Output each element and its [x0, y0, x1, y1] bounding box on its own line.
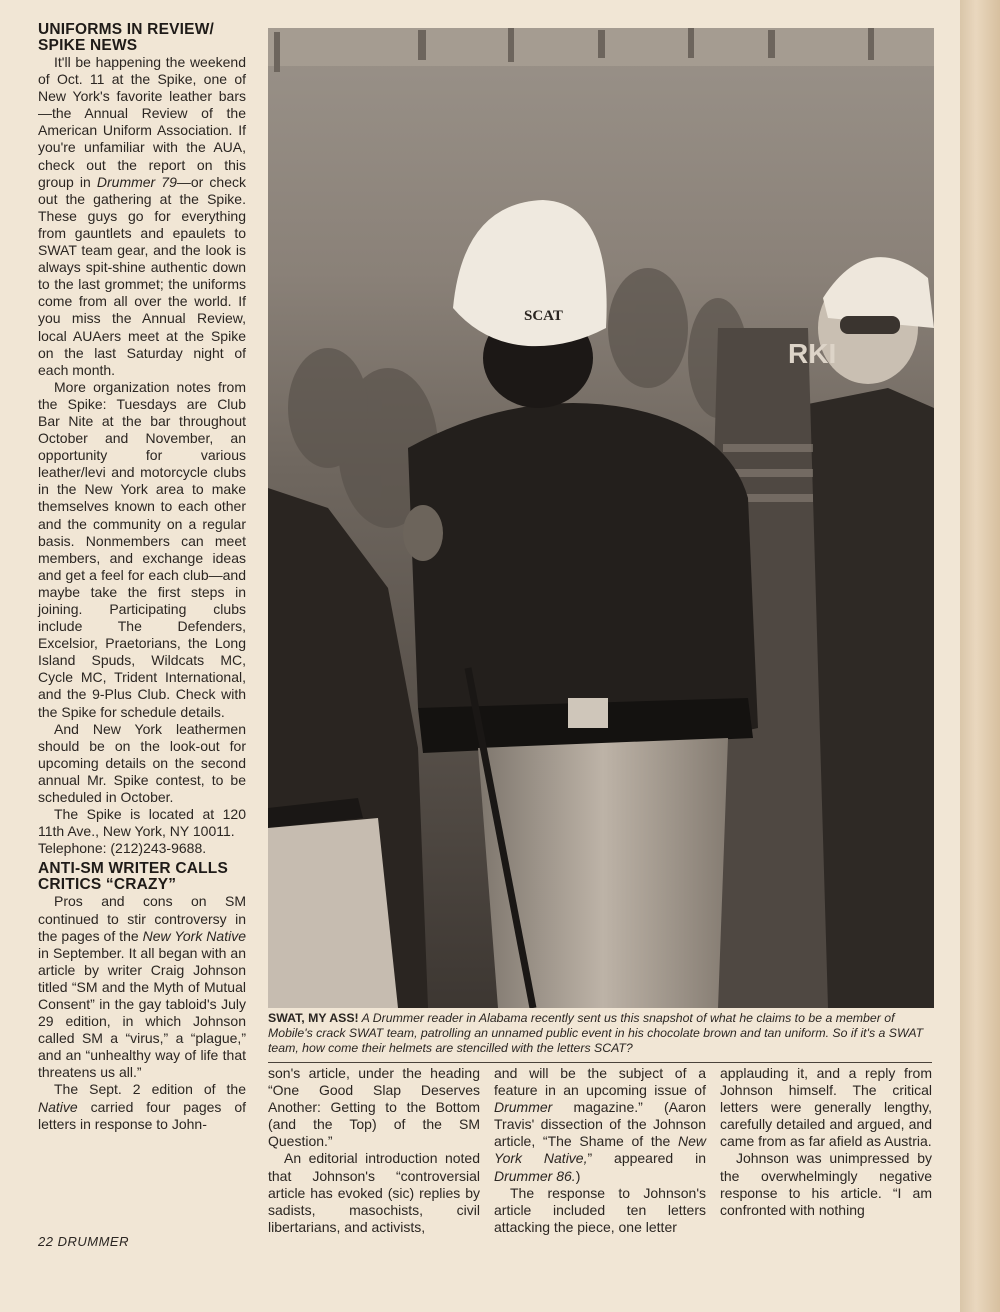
col2-paragraph-1: son's article, under the heading “One Good Slap Deserves Another: Getting to the Bottom (and the Top) of the SM Question.”: [268, 1065, 480, 1150]
article1-heading-line2: SPIKE NEWS: [38, 37, 138, 54]
col4-paragraph-1: applauding it, and a reply from Johnson himself. The critical letters were generally lengthy, carefully detailed and argued, and came from as far afield as Austria.: [720, 1065, 932, 1150]
article1-heading-line1: UNIFORMS IN REVIEW/: [38, 21, 215, 38]
left-officer-pants: [268, 818, 398, 1008]
article2-heading: [38, 861, 246, 893]
belt-buckle: [568, 698, 608, 728]
page-footer: 22 DRUMMER: [38, 1234, 129, 1249]
col3-p1b: magazine.” (Aaron Travis' dissection of the Johnson article, “The Shame of the: [494, 1099, 706, 1150]
col3-p1-emphasis: Drummer: [494, 1099, 553, 1116]
right-man-glasses: [840, 316, 900, 334]
article2-p1-emphasis: New York Native: [142, 927, 246, 944]
article2-p2-emphasis: Native: [38, 1098, 78, 1115]
caption-rule: [268, 1062, 932, 1063]
article1-heading: [38, 22, 246, 54]
caption-text: A Drummer reader in Alabama recently sent us this snapshot of what he claims to be a member of Mobile's crack SWAT team, patrolling an unnamed public event in his chocolate brown and tan uniform. So if it's a SWAT team, how come their helmets are stencilled with the letters SCAT?: [268, 1011, 924, 1055]
photo-illustration: [268, 28, 934, 1008]
col4-paragraph-2: Johnson was unimpressed by the overwhelmingly negative response to his article. “I am confronted with nothing: [720, 1150, 932, 1218]
col3-p1-emphasis-3: Drummer 86.: [494, 1167, 576, 1184]
helmet-stencil-text: SCAT: [524, 308, 563, 324]
bottom-column-3: [494, 1065, 706, 1236]
page-edge: [960, 0, 1000, 1312]
article2-p1b: in September. It all began with an article by writer Craig Johnson titled “SM and the Myth of Mutual Consent” in the gay tabloid's July 29 edition, in which Johnson called SM a “virus,” a “plague,” and an “unhealthy way of life that threatens us all.”: [38, 944, 246, 1081]
col3-paragraph-1: [494, 1065, 706, 1185]
photo-caption: [268, 1011, 932, 1056]
article1-paragraph-1: [38, 54, 246, 379]
col3-p1c: ” appeared in: [587, 1150, 706, 1167]
article1-p1-emphasis: Drummer 79: [96, 173, 177, 190]
article2-p2b: carried four pages of letters in response to John-: [38, 1098, 246, 1132]
shoulder-patch: [403, 505, 443, 561]
article1-p1-text: It'll be happening the weekend of Oct. 11 at the Spike, one of New York's favorite leather bars—the Annual Review of the American Uniform Association. If you're unfamiliar with the AUA, check out the report on this group in: [38, 54, 246, 190]
article2-paragraph-1: [38, 893, 246, 1081]
article2-p2a: The Sept. 2 edition of the: [54, 1081, 246, 1098]
bottom-column-2: [268, 1065, 480, 1236]
spike-address: The Spike is located at 120 11th Ave., New York, NY 10011.: [38, 806, 246, 840]
col2-paragraph-2: An editorial introduction noted that Johnson's “controversial article has evoked (sic) replies by sadists, masochists, civil libertarians, and activists,: [268, 1150, 480, 1235]
spike-telephone: Telephone: (212)243-9688.: [38, 840, 207, 857]
left-column: [38, 22, 246, 1133]
col3-paragraph-2: The response to Johnson's article included ten letters attacking the piece, one letter: [494, 1184, 706, 1235]
article1-paragraph-2: More organization notes from the Spike: Tuesdays are Club Bar Nite at the bar throughout October and November, an opportunity for various leather/levi and motorcycle clubs in the New York area to make themselves known to each other and the community on a regular basis. Nonmembers can meet members, and exchange ideas and get a feel for each club—and maybe take the first steps in joining. Participating clubs include The Defenders, Excelsior, Praetorians, the Long Island Spuds, Wildcats MC, Cycle MC, Trident International, and the 9-Plus Club. Check with the Spike for schedule details.: [38, 378, 246, 720]
article2-p1a: Pros and cons on SM continued to stir controversy in the pages of the: [38, 893, 246, 944]
article2-heading-line1: ANTI-SM WRITER CALLS: [38, 860, 228, 878]
col3-p1-emphasis-2: New York Native,: [494, 1133, 706, 1167]
col3-p1a: and will be the subject of a feature in an upcoming issue of: [494, 1065, 706, 1099]
bottom-column-4: [720, 1065, 932, 1219]
article2-heading-line2: CRITICS “CRAZY”: [38, 876, 177, 894]
jersey-text: RKI: [788, 338, 837, 369]
main-officer-torso: [408, 403, 758, 748]
article1-p1-tail: —or check out the gathering at the Spike. These guys go for everything from gauntlets and epaulets to SWAT team gear, and the look is always spit-shine authentic down to the last grommet; the uniforms come from all over the world. If you miss the Annual Review, local AUAers meet at the Spike on the last Saturday night of each month.: [38, 173, 246, 378]
article1-paragraph-4: [38, 806, 246, 857]
article1-paragraph-3: And New York leathermen should be on the look-out for upcoming details on the second annual Mr. Spike contest, to be scheduled in October.: [38, 720, 246, 806]
article2-paragraph-2: [38, 1081, 246, 1132]
swat-photo: [268, 28, 934, 1008]
main-officer-pants: [478, 738, 728, 1008]
caption-lead: SWAT, MY ASS!: [268, 1011, 359, 1025]
col3-p1d: ): [575, 1167, 581, 1184]
